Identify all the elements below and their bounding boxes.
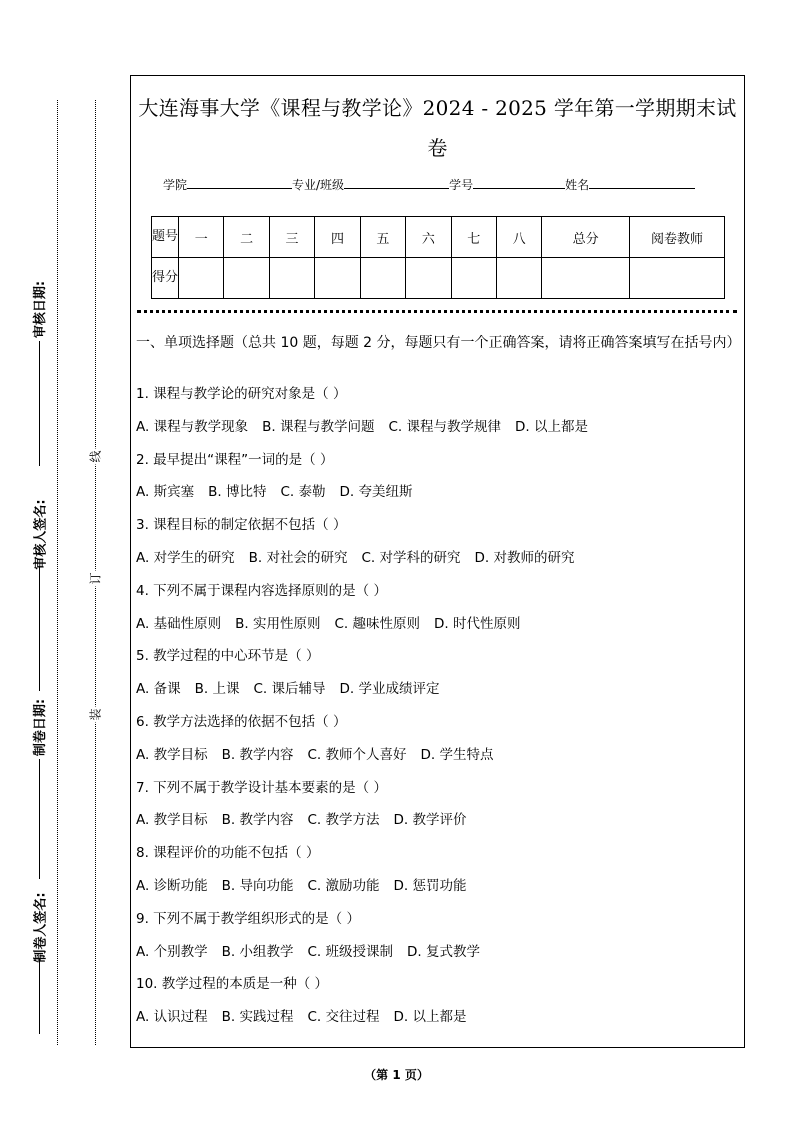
college-label: 学院 [163, 178, 188, 192]
score-col-8: 八 [496, 217, 541, 258]
student-id-label: 学号 [449, 178, 474, 192]
option-text: C. 泰勒 [280, 484, 326, 501]
score-cell[interactable] [542, 258, 630, 299]
cut-line [137, 310, 737, 313]
option-text: A. 对学生的研究 [136, 549, 235, 566]
reviewer-signature-label: 审核人签名: [33, 499, 49, 570]
exam-frame [130, 75, 745, 1048]
maker-date-field [24, 698, 54, 879]
option-text: A. 诊断功能 [136, 877, 208, 894]
option-text: D. 学生特点 [420, 746, 494, 763]
maker-date-line [39, 759, 40, 879]
option-text: B. 博比特 [208, 484, 267, 501]
reviewer-date-line [39, 341, 40, 466]
score-col-grader: 阅卷教师 [630, 217, 725, 258]
question-stem: 3. 课程目标的制定依据不包括（ ） [136, 517, 347, 534]
option-text: B. 教学内容 [221, 746, 294, 763]
option-text: B. 导向功能 [221, 877, 294, 894]
binding-char-line: 线 [88, 450, 103, 463]
question-list [136, 383, 736, 1039]
option-text: B. 对社会的研究 [248, 549, 348, 566]
option-text: C. 对学科的研究 [361, 549, 461, 566]
question-options [136, 613, 736, 646]
exam-title: 大连海事大学《课程与教学论》2024 - 2025 学年第一学期期末试卷 [138, 96, 737, 160]
score-row-header: 得分 [152, 258, 179, 299]
student-info-row [163, 176, 723, 193]
option-text: C. 课程与教学规律 [388, 418, 501, 435]
question-options [136, 481, 736, 514]
maker-signature-label: 制卷人签名: [33, 892, 49, 963]
question-options [136, 547, 736, 580]
reviewer-signature-field [24, 499, 54, 691]
score-cell[interactable] [360, 258, 405, 299]
score-col-5: 五 [360, 217, 405, 258]
option-text: C. 激励功能 [307, 877, 380, 894]
option-text: D. 对教师的研究 [474, 549, 575, 566]
option-text: D. 时代性原则 [433, 615, 521, 632]
option-text: C. 班级授课制 [307, 943, 393, 960]
reviewer-date-field [24, 280, 54, 466]
option-text: C. 趣味性原则 [334, 615, 420, 632]
option-text: D. 学业成绩评定 [339, 681, 440, 698]
reviewer-signature-line [39, 566, 40, 691]
option-text: D. 教学评价 [393, 812, 467, 829]
question-options [136, 1006, 736, 1039]
major-blank[interactable] [344, 176, 449, 189]
option-text: B. 小组教学 [221, 943, 294, 960]
maker-signature-field [24, 892, 54, 1034]
question-options [136, 809, 736, 842]
score-col-2: 二 [224, 217, 269, 258]
score-col-total: 总分 [542, 217, 630, 258]
score-cell[interactable] [179, 258, 224, 299]
option-text: A. 斯宾塞 [136, 484, 195, 501]
option-text: C. 教学方法 [307, 812, 380, 829]
question-stem: 4. 下列不属于课程内容选择原则的是（ ） [136, 582, 387, 599]
maker-date-label: 制卷日期: [33, 698, 49, 757]
name-label: 姓名 [565, 178, 590, 192]
question-stem: 8. 课程评价的功能不包括（ ） [136, 845, 320, 862]
page-number: （第 1 页） [364, 1068, 429, 1082]
score-cell[interactable] [406, 258, 451, 299]
question-number-header: 题号 [152, 217, 179, 258]
score-cell[interactable] [496, 258, 541, 299]
question-stem: 7. 下列不属于教学设计基本要素的是（ ） [136, 779, 387, 796]
question-stem: 1. 课程与教学论的研究对象是（ ） [136, 386, 347, 402]
maker-signature-line [39, 959, 40, 1034]
option-text: A. 备课 [136, 681, 181, 698]
score-col-3: 三 [269, 217, 314, 258]
reviewer-date-label: 审核日期: [33, 280, 49, 339]
score-table-header-row [152, 217, 725, 258]
question-options [136, 678, 736, 711]
score-cell[interactable] [315, 258, 360, 299]
option-text: D. 复式教学 [406, 943, 480, 960]
option-text: C. 课后辅导 [253, 681, 326, 698]
question-options [136, 875, 736, 908]
question-stem: 2. 最早提出“课程”一词的是（ ） [136, 451, 334, 468]
option-text: B. 实践过程 [221, 1009, 294, 1026]
student-id-blank[interactable] [473, 176, 565, 189]
option-text: B. 教学内容 [221, 812, 294, 829]
question-options [136, 744, 736, 777]
option-text: A. 教学目标 [136, 746, 208, 763]
question-stem: 9. 下列不属于教学组织形式的是（ ） [136, 910, 360, 927]
question-options [136, 416, 736, 449]
score-cell[interactable] [269, 258, 314, 299]
option-text: D. 以上都是 [393, 1009, 467, 1026]
major-label: 专业/班级 [292, 178, 345, 192]
question-options [136, 941, 736, 974]
score-cell[interactable] [224, 258, 269, 299]
binding-char-bind: 装 [88, 708, 103, 721]
option-text: A. 个别教学 [136, 943, 208, 960]
option-text: A. 教学目标 [136, 812, 208, 829]
score-col-6: 六 [406, 217, 451, 258]
option-text: A. 认识过程 [136, 1009, 208, 1026]
option-text: D. 夸美纽斯 [339, 484, 413, 501]
score-cell[interactable] [451, 258, 496, 299]
name-blank[interactable] [589, 176, 695, 189]
question-stem: 6. 教学方法选择的依据不包括（ ） [136, 713, 347, 730]
score-cell[interactable] [630, 258, 725, 299]
option-text: B. 上课 [194, 681, 240, 698]
score-col-7: 七 [451, 217, 496, 258]
score-table [151, 216, 725, 299]
question-stem: 10. 教学过程的本质是一种（ ） [136, 976, 329, 993]
option-text: D. 以上都是 [514, 418, 588, 435]
option-text: C. 教师个人喜好 [307, 746, 407, 763]
question-stem: 5. 教学过程的中心环节是（ ） [136, 648, 320, 665]
option-text: B. 课程与教学问题 [262, 418, 375, 435]
binding-char-staple: 订 [88, 572, 103, 585]
college-blank[interactable] [187, 176, 292, 189]
score-table-score-row [152, 258, 725, 299]
section-heading: 一、单项选择题（总共 10 题，每题 2 分，每题只有一个正确答案，请将正确答案填写在括号内） [136, 335, 741, 351]
option-text: D. 惩罚功能 [393, 877, 467, 894]
score-col-1: 一 [179, 217, 224, 258]
option-text: A. 基础性原则 [136, 615, 222, 632]
option-text: A. 课程与教学现象 [136, 418, 249, 435]
binding-dotted-line-outer [57, 100, 58, 1045]
score-col-4: 四 [315, 217, 360, 258]
option-text: C. 交往过程 [307, 1009, 380, 1026]
option-text: B. 实用性原则 [235, 615, 321, 632]
